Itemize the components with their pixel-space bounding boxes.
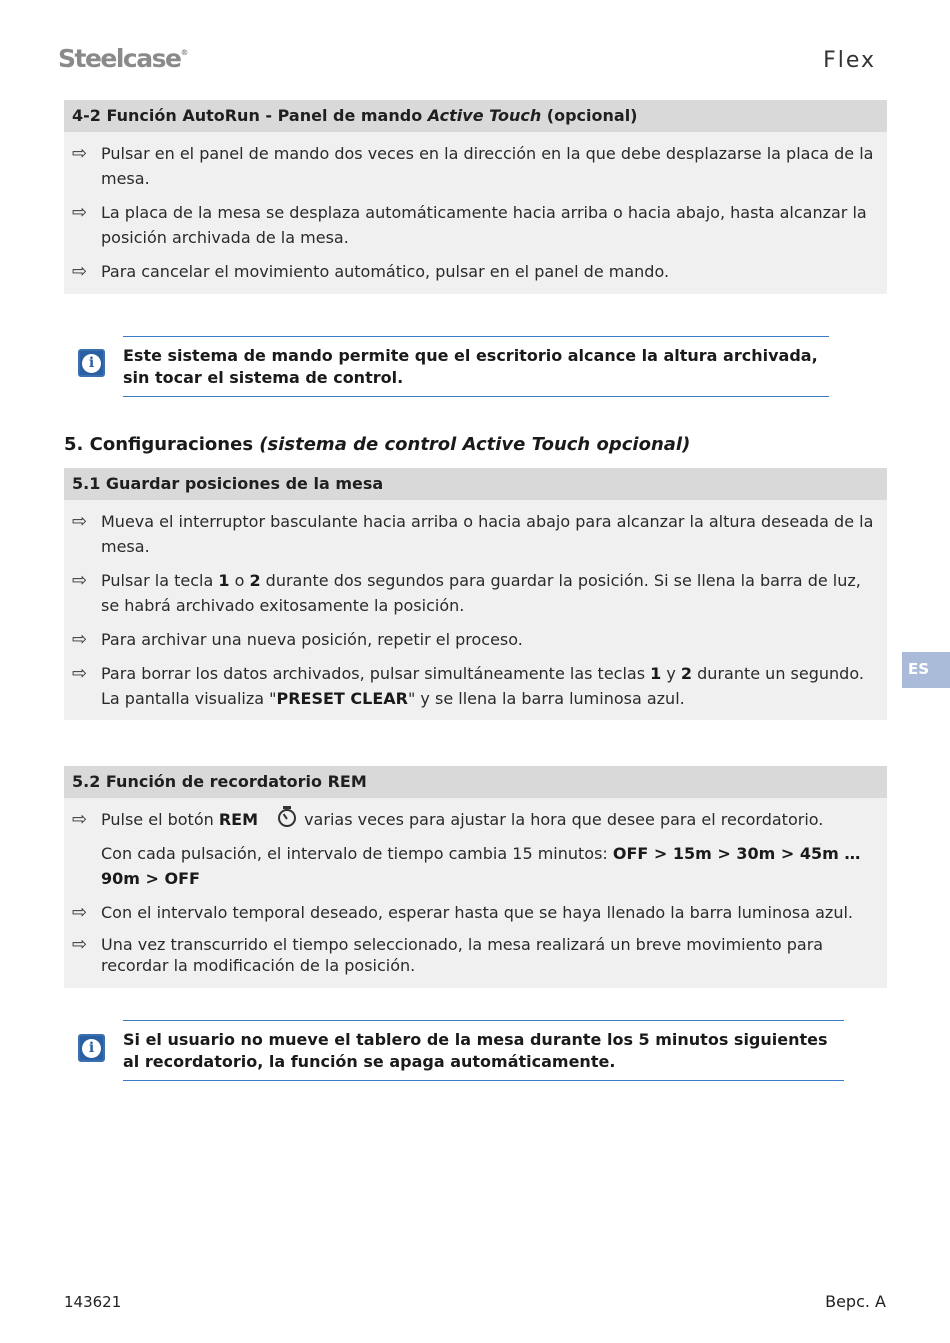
info-note-text: Si el usuario no mueve el tablero de la mesa durante los 5 minutos siguientes al recordatorio, la función se apaga automáticamente. bbox=[123, 1020, 844, 1081]
revision-label: Bepc. A bbox=[825, 1292, 886, 1311]
arrow-right-icon: ⇨ bbox=[72, 629, 88, 650]
arrow-right-icon: ⇨ bbox=[72, 143, 88, 164]
section-4-2-title: 4-2 Función AutoRun - Panel de mando Active Touch (opcional) bbox=[64, 100, 887, 132]
list-item: ⇨ Pulsar la tecla 1 o 2 durante dos segundos para guardar la posición. Si se llena la barra de luz, se habrá archivado exitosamente la posición. bbox=[72, 568, 879, 618]
arrow-right-icon: ⇨ bbox=[72, 663, 88, 684]
timer-icon bbox=[278, 809, 296, 827]
list-item: ⇨ La placa de la mesa se desplaza automáticamente hacia arriba o hacia abajo, hasta alcanzar la posición archivada de la mesa. bbox=[72, 200, 879, 250]
arrow-right-icon: ⇨ bbox=[72, 261, 88, 282]
arrow-right-icon: ⇨ bbox=[72, 570, 88, 591]
info-icon: i bbox=[78, 349, 105, 377]
list-item: ⇨ Para cancelar el movimiento automático, pulsar en el panel de mando. bbox=[72, 261, 670, 282]
brand-logo: Steelcase® bbox=[58, 44, 189, 73]
section-5-1 bbox=[64, 468, 887, 720]
section-5-2 bbox=[64, 766, 887, 988]
info-note-text: Este sistema de mando permite que el escritorio alcance la altura archivada, sin tocar el sistema de control. bbox=[123, 336, 829, 397]
section-5-2-title: 5.2 Función de recordatorio REM bbox=[64, 766, 887, 798]
section-5-title: 5. Configuraciones (sistema de control Active Touch opcional) bbox=[64, 434, 691, 455]
arrow-right-icon: ⇨ bbox=[72, 202, 88, 223]
list-item: ⇨ Pulse el botón REM varias veces para ajustar la hora que desee para el recordatorio. bbox=[72, 809, 824, 830]
list-item: ⇨ Con el intervalo temporal deseado, esperar hasta que se haya llenado la barra luminosa azul. bbox=[72, 902, 853, 923]
arrow-right-icon: ⇨ bbox=[72, 809, 88, 830]
arrow-right-icon: ⇨ bbox=[72, 902, 88, 923]
section-5-1-title: 5.1 Guardar posiciones de la mesa bbox=[64, 468, 887, 500]
list-item: ⇨ Una vez transcurrido el tiempo seleccionado, la mesa realizará un breve movimiento para recordar la modificación de la posición. bbox=[72, 934, 824, 975]
section-4-2 bbox=[64, 100, 887, 294]
language-tab: ES bbox=[902, 652, 950, 688]
info-icon: i bbox=[78, 1034, 105, 1062]
arrow-right-icon: ⇨ bbox=[72, 934, 88, 955]
list-item: ⇨ Mueva el interruptor basculante hacia arriba o hacia abajo para alcanzar la altura deseada de la mesa. bbox=[72, 509, 879, 559]
list-item-detail: Con cada pulsación, el intervalo de tiempo cambia 15 minutos: OFF > 15m > 30m > 45m … 90m > OFF bbox=[101, 844, 861, 888]
list-item: ⇨ Para borrar los datos archivados, pulsar simultáneamente las teclas 1 y 2 durante un segundo. La pantalla visualiza "PRESET CLEAR" y se llena la barra luminosa azul. bbox=[72, 661, 879, 711]
list-item: ⇨ Pulsar en el panel de mando dos veces en la dirección en la que debe desplazarse la placa de la mesa. bbox=[72, 141, 879, 191]
document-number: 143621 bbox=[64, 1293, 122, 1311]
arrow-right-icon: ⇨ bbox=[72, 511, 88, 532]
list-item: ⇨ Para archivar una nueva posición, repetir el proceso. bbox=[72, 629, 523, 650]
product-name: Flex bbox=[823, 48, 876, 73]
